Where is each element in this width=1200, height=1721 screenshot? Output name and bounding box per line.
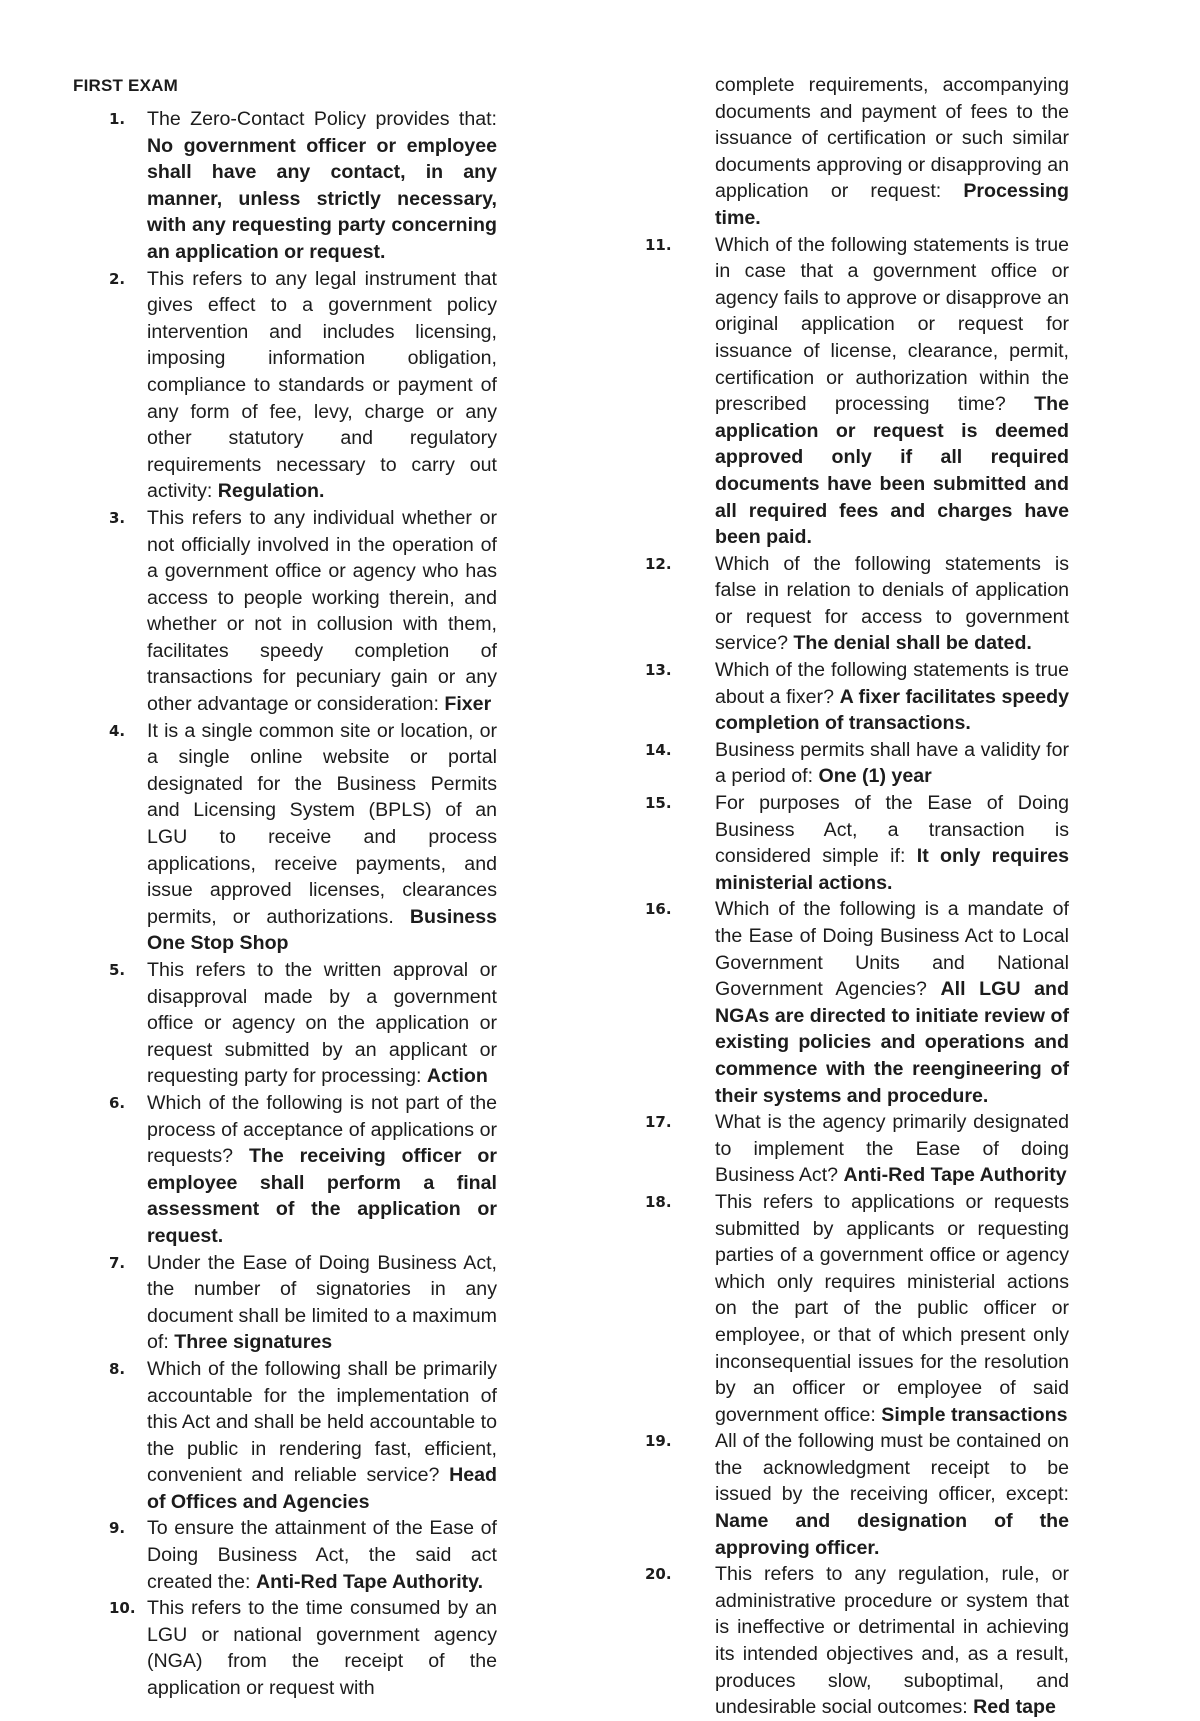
list-item: [645, 1561, 1069, 1721]
question-text: It is a single common site or location, or a single online website or portal designated for the Business Permits and Licensing System (BPLS) of an LGU to receive and process applications, receive payments, and issue approved licenses, clearances permits, or authorizations.: [147, 719, 497, 928]
left-column: [73, 70, 497, 1702]
question-text: This refers to any individual whether or not officially involved in the operation of a government office or agency who has access to people working therein, and whether or not in collusion with them, facilitates speedy completion of transactions for pecuniary gain or any other advantage or consideration:: [147, 506, 497, 716]
list-item: [73, 957, 497, 1090]
answer-text: No government officer or employee shall have any contact, in any manner, unless strictly necessary, with any requesting party concerning an application or request.: [147, 134, 497, 263]
question-text: Which of the following statements is true about a fixer?: [715, 659, 1069, 708]
answer-text: Action: [426, 1065, 488, 1088]
item-number: 1.: [109, 110, 126, 128]
list-item: [73, 1250, 497, 1356]
list-item: [73, 106, 497, 266]
question-text: Which of the following shall be primarily accountable for the implementation of this Act and shall be held accountable to the public in rendering fast, efficient, convenient and reliable service?: [147, 1357, 497, 1487]
answer-text: The denial shall be dated.: [793, 632, 1032, 655]
question-text: This refers to applications or requests submitted by applicants or requesting parties of a government office or agency which only requires ministerial actions on the part of the public officer or employee, or that of which present only inconsequential issues for the resolution by an officer or employee of said government office:: [715, 1190, 1069, 1426]
item-number: 19.: [645, 1432, 672, 1451]
item-number: 4.: [109, 721, 126, 740]
list-item: [645, 1109, 1069, 1189]
list-item: [645, 1428, 1069, 1561]
item-number: 6.: [109, 1093, 126, 1112]
question-text: Which of the following is a mandate of the Ease of Doing Business Act to Local Government Units and National Government Agencies?: [715, 898, 1069, 1001]
question-text: All of the following must be contained on the acknowledgment receipt to be issued by the receiving officer, except:: [715, 1430, 1069, 1506]
question-text: To ensure the attainment of the Ease of Doing Business Act, the said act created the:: [147, 1517, 497, 1593]
item-number: 2.: [109, 269, 126, 288]
item-number: 8.: [109, 1359, 126, 1378]
answer-text: Head of Offices and Agencies: [147, 1464, 497, 1513]
list-item: [645, 1189, 1069, 1428]
item-number: 20.: [645, 1565, 672, 1584]
list-item: [73, 266, 497, 505]
list-item: [645, 790, 1069, 896]
item-number: 5.: [109, 961, 126, 979]
question-text: Which of the following is not part of the process of acceptance of applications or requests?: [147, 1091, 497, 1168]
list-item: [73, 1595, 497, 1701]
question-text: Under the Ease of Doing Business Act, the number of signatories in any document shall be limited to a maximum of:: [147, 1251, 497, 1354]
answer-text: It only requires ministerial actions.: [715, 845, 1070, 894]
page-title: FIRST EXAM: [73, 76, 178, 95]
item-number: 11.: [645, 235, 672, 254]
answer-text: Processing time.: [715, 180, 1069, 229]
item-number: 9.: [109, 1519, 126, 1538]
answer-text: The application or request is deemed approved only if all required documents have been submitted and all required fees and charges have been paid.: [715, 393, 1069, 549]
item-number: 14.: [645, 740, 672, 759]
item-number: 10.: [109, 1599, 136, 1618]
answer-text: Anti-Red Tape Authority.: [255, 1570, 484, 1593]
item-number: 17.: [645, 1113, 672, 1132]
answer-text: Name and designation of the approving officer.: [715, 1510, 1069, 1559]
question-text: This refers to any legal instrument that gives effect to a government policy intervention and includes licensing, imposing information obligation, compliance to standards or payment of any form of fee, levy, charge or any other statutory and regulatory requirements necessary to carry out activity:: [147, 267, 497, 503]
question-text: complete requirements, accompanying documents and payment of fees to the issuance of certification or such similar documents approving or disapproving an application or request:: [715, 74, 1069, 203]
list-item: [73, 1356, 497, 1516]
question-text: Which of the following statements is false in relation to denials of application or request for access to government service?: [715, 552, 1069, 655]
answer-text: A fixer facilitates speedy completion of transactions.: [715, 685, 1069, 735]
question-text: What is the agency primarily designated to implement the Ease of doing Business Act?: [715, 1111, 1069, 1187]
question-text: This refers to the written approval or disapproval made by a government office or agency on the application or request submitted by an applicant or requesting party for processing:: [147, 959, 497, 1088]
answer-text: Anti-Red Tape Authority: [843, 1164, 1067, 1187]
question-text: This refers to any regulation, rule, or administrative procedure or system that is ineffective or detrimental in achieving its intended objectives and, as a result, produces slow, suboptimal, and undesirable social outcomes:: [715, 1563, 1069, 1719]
question-list-right: [645, 232, 1069, 1721]
list-item: [73, 505, 497, 718]
list-item: [645, 896, 1069, 1109]
item-number: 3.: [109, 508, 126, 527]
question-text: This refers to the time consumed by an LGU or national government agency (NGA) from the receipt of the application or request with: [147, 1597, 497, 1700]
answer-text: The receiving officer or employee shall perform a final assessment of the application or request.: [147, 1145, 497, 1247]
answer-text: All LGU and NGAs are directed to initiate review of existing policies and operations and commence with the reengineering of their systems and procedure.: [715, 978, 1069, 1107]
question-text: Business permits shall have a validity for a period of:: [715, 738, 1069, 788]
right-column: [645, 72, 1069, 1721]
item-number: 16.: [645, 900, 672, 919]
answer-text: Simple transactions: [881, 1403, 1068, 1426]
list-item: [645, 551, 1069, 657]
answer-text: Fixer: [444, 693, 492, 716]
question-text: Which of the following statements is true in case that a government office or agency fails to approve or disapprove an original application or request for issuance of license, clearance, permit, certification or authorization within the prescribed processing time?: [715, 233, 1069, 416]
item-number: 12.: [645, 554, 672, 573]
list-item: [645, 737, 1069, 790]
list-item: [645, 232, 1069, 551]
question-text: The Zero-Contact Policy provides that:: [147, 108, 497, 130]
item-number: 7.: [109, 1253, 126, 1272]
item-number: 13.: [645, 661, 672, 680]
item-10-continuation: [645, 72, 1069, 232]
question-list-left: [73, 106, 497, 1702]
list-item: [73, 1515, 497, 1595]
question-text: For purposes of the Ease of Doing Business Act, a transaction is considered simple if:: [715, 792, 1069, 868]
list-item: [73, 718, 497, 957]
answer-text: One (1) year: [818, 765, 932, 788]
item-number: 18.: [645, 1192, 672, 1211]
answer-text: Three signatures: [174, 1331, 333, 1354]
list-item: [645, 657, 1069, 737]
answer-text: Business One Stop Shop: [147, 905, 497, 955]
item-number: 15.: [645, 794, 672, 813]
list-item: [73, 1090, 497, 1250]
answer-text: Red tape: [973, 1696, 1056, 1719]
answer-text: Regulation.: [217, 480, 325, 503]
